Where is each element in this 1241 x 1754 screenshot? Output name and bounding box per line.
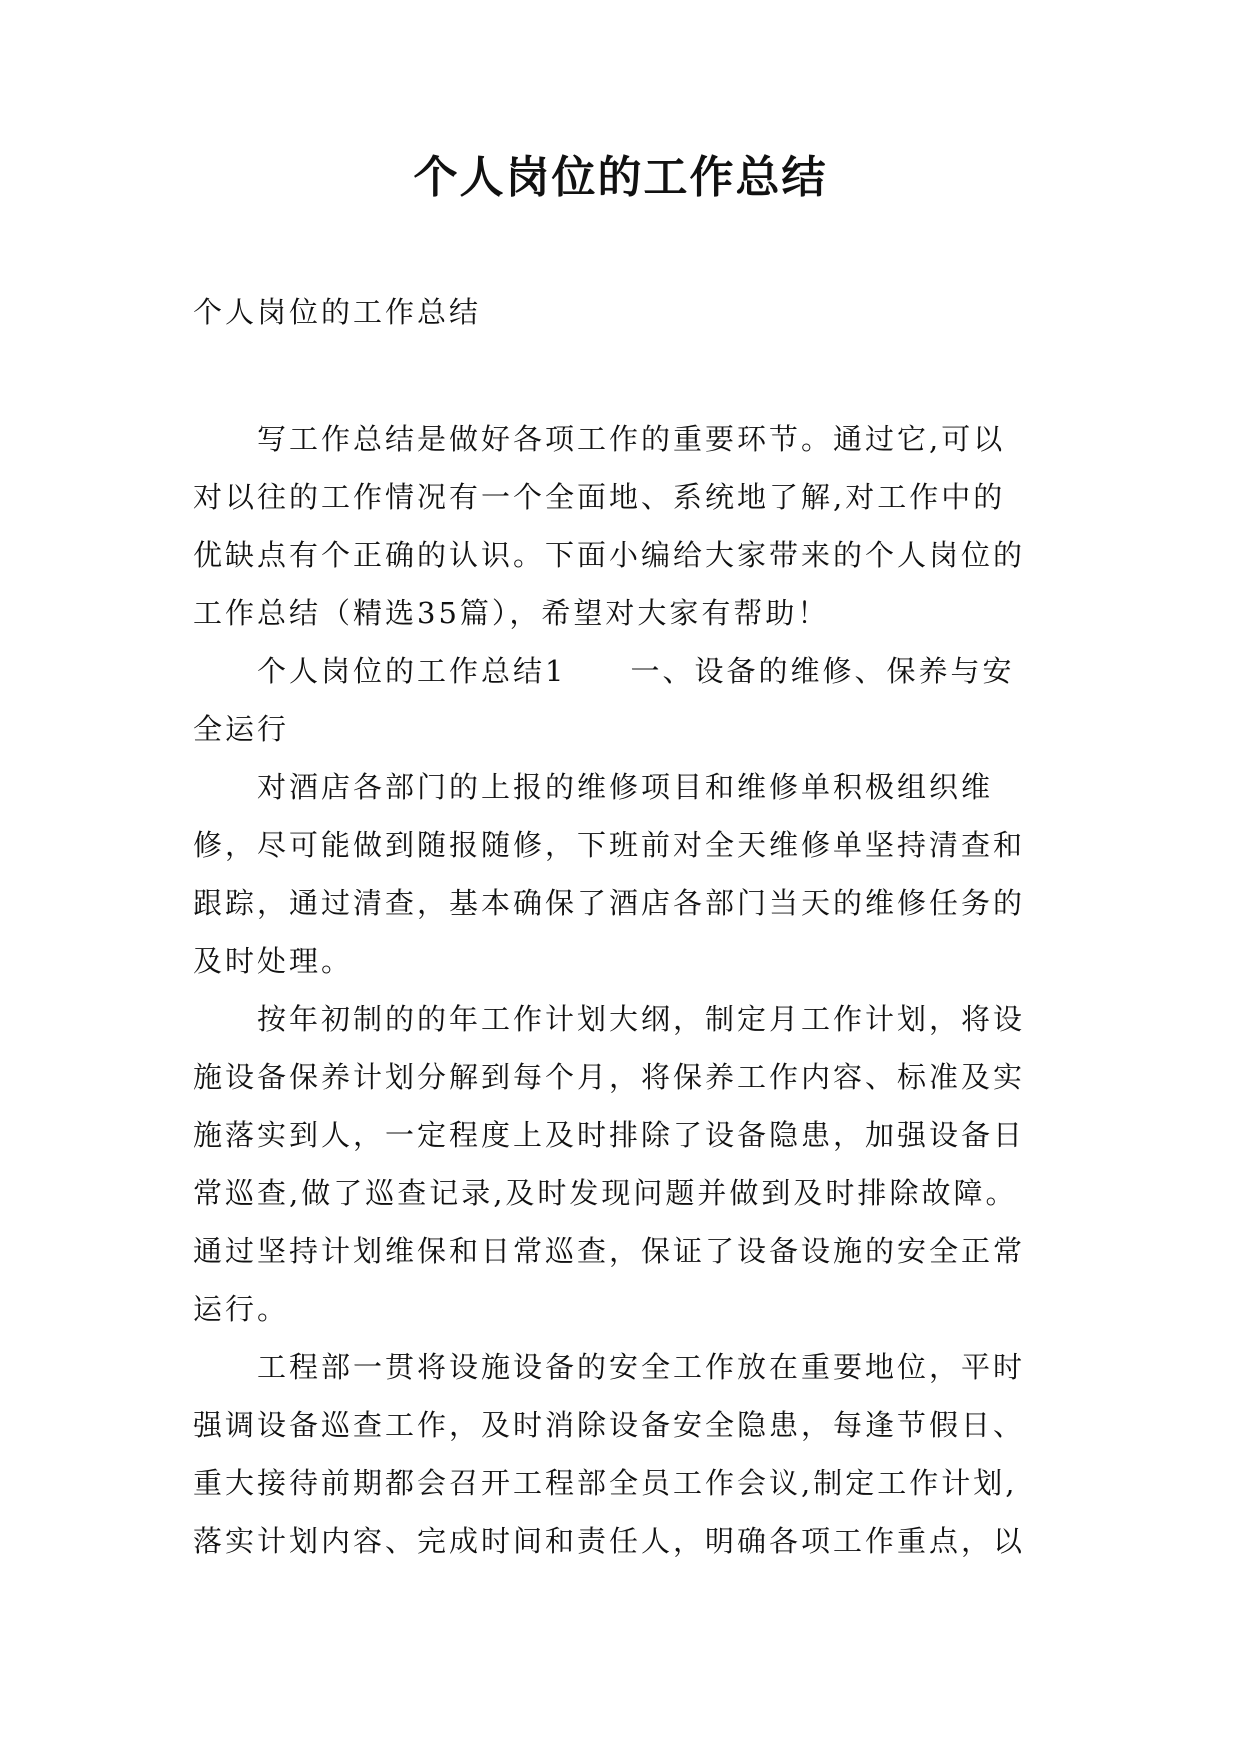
body-line: 重大接待前期都会召开工程部全员工作会议,制定工作计划, xyxy=(193,1466,1018,1500)
body-line: 工作总结（精选35篇），希望对大家有帮助！ xyxy=(193,596,830,630)
body-line: 个人岗位的工作总结1 一、设备的维修、保养与安 xyxy=(257,654,1015,688)
body-line: 对酒店各部门的上报的维修项目和维修单积极组织维 xyxy=(257,770,994,804)
body-line: 施落实到人，一定程度上及时排除了设备隐患，加强设备日 xyxy=(193,1118,1026,1152)
body-line: 强调设备巡查工作，及时消除设备安全隐患，每逢节假日、 xyxy=(193,1408,1026,1442)
document-body xyxy=(193,410,1053,1570)
body-line: 按年初制的的年工作计划大纲，制定月工作计划，将设 xyxy=(257,1002,1026,1036)
body-line: 工程部一贯将设施设备的安全工作放在重要地位，平时 xyxy=(257,1350,1026,1384)
body-line: 全运行 xyxy=(193,712,290,746)
body-line: 对以往的工作情况有一个全面地、系统地了解,对工作中的 xyxy=(193,480,1006,514)
body-line: 施设备保养计划分解到每个月，将保养工作内容、标准及实 xyxy=(193,1060,1026,1094)
body-line: 写工作总结是做好各项工作的重要环节。通过它,可以 xyxy=(257,422,1006,456)
body-line: 落实计划内容、完成时间和责任人，明确各项工作重点，以 xyxy=(193,1524,1026,1558)
body-line: 及时处理。 xyxy=(193,944,354,978)
body-line: 跟踪，通过清查，基本确保了酒店各部门当天的维修任务的 xyxy=(193,886,1026,920)
body-line: 通过坚持计划维保和日常巡查，保证了设备设施的安全正常 xyxy=(193,1234,1026,1268)
body-line: 修，尽可能做到随报随修，下班前对全天维修单坚持清查和 xyxy=(193,828,1026,862)
document-title: 个人岗位的工作总结 xyxy=(413,152,828,203)
document-subtitle: 个人岗位的工作总结 xyxy=(193,295,482,329)
body-line: 优缺点有个正确的认识。下面小编给大家带来的个人岗位的 xyxy=(193,538,1026,572)
body-line: 运行。 xyxy=(193,1292,290,1326)
body-line: 常巡查,做了巡查记录,及时发现问题并做到及时排除故障。 xyxy=(193,1176,1018,1210)
